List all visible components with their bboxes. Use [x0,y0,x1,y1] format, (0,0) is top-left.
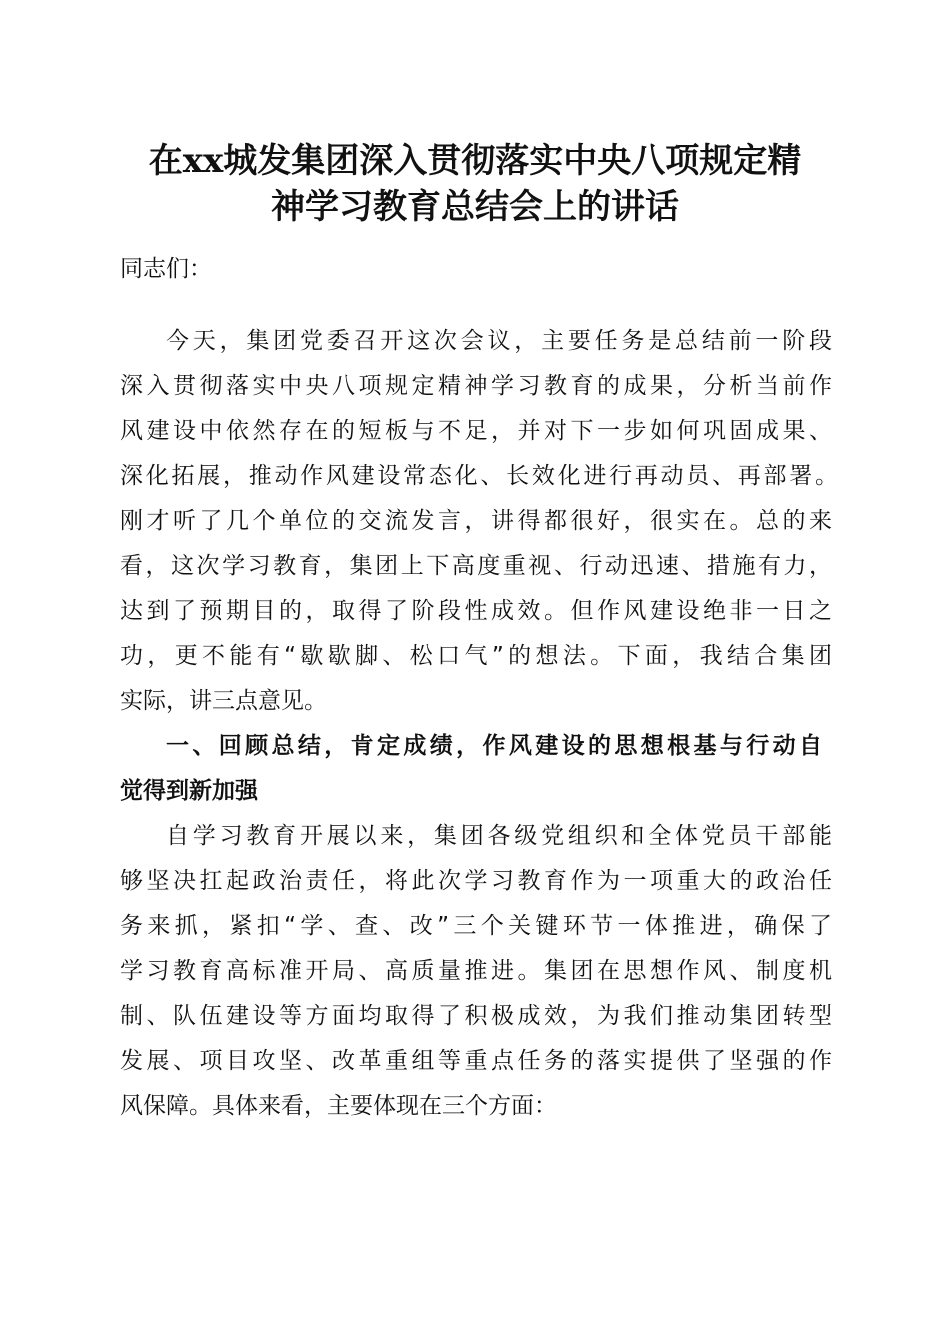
paragraph-2-line: 制、队伍建设等方面均取得了积极成效，为我们推动集团转型 [120,1003,832,1029]
paragraph-1-line: 达到了预期目的，取得了阶段性成效。但作风建设绝非一日之 [120,598,832,624]
document-title-line-1: 在xx城发集团深入贯彻落实中央八项规定精 [148,141,802,181]
paragraph-1-line: 刚才听了几个单位的交流发言，讲得都很好，很实在。总的来 [120,508,832,534]
section-1-heading-line: 觉得到新加强 [120,778,258,804]
paragraph-2-line: 学习教育高标准开局、高质量推进。集团在思想作风、制度机 [120,958,832,984]
document-title-line-2: 神学习教育总结会上的讲话 [271,187,679,227]
paragraph-1-line: 深入贯彻落实中央八项规定精神学习教育的成果，分析当前作 [120,373,832,399]
paragraph-2-line: 风保障。具体来看，主要体现在三个方面： [120,1093,557,1119]
paragraph-1-line: 深化拓展，推动作风建设常态化、长效化进行再动员、再部署。 [120,463,838,489]
paragraph-2-line: 务来抓，紧扣“学、查、改”三个关键环节一体推进，确保了 [120,913,832,939]
paragraph-2-line: 够坚决扛起政治责任，将此次学习教育作为一项重大的政治任 [120,868,832,894]
paragraph-1-line: 功，更不能有“歇歇脚、松口气”的想法。下面，我结合集团 [120,643,832,669]
paragraph-1-line: 看，这次学习教育，集团上下高度重视、行动迅速、措施有力， [120,553,832,579]
section-1-heading-line: 一、回顾总结，肯定成绩，作风建设的思想根基与行动自 [166,733,822,759]
paragraph-1-line: 今天，集团党委召开这次会议，主要任务是总结前一阶段 [166,328,832,354]
paragraph-2-line: 发展、项目攻坚、改革重组等重点任务的落实提供了坚强的作 [120,1048,832,1074]
paragraph-2-line: 自学习教育开展以来，集团各级党组织和全体党员干部能 [166,823,832,849]
paragraph-1-line: 风建设中依然存在的短板与不足，并对下一步如何巩固成果、 [120,418,832,444]
paragraph-1-line: 实际，讲三点意见。 [120,688,327,714]
salutation: 同志们： [120,256,212,282]
